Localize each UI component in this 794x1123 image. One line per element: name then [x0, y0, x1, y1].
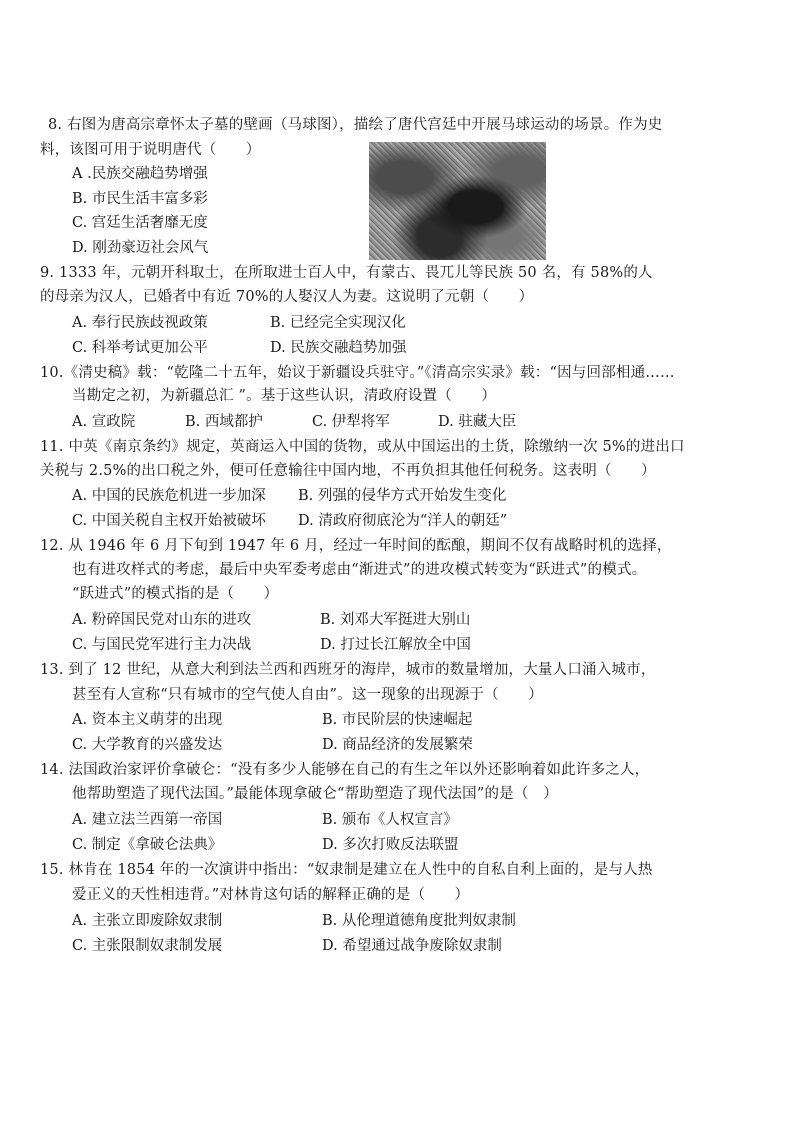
q13-option-c[interactable]: C. 大学教育的兴盛发达: [72, 737, 223, 753]
q9-option-a[interactable]: A. 奉行民族歧视政策: [72, 315, 208, 331]
q8-stem-line-2: 料，该图可用于说明唐代（ ）: [40, 142, 261, 158]
q14-option-d[interactable]: D. 多次打败反法联盟: [322, 837, 459, 853]
q8-option-d[interactable]: D. 刚劲豪迈社会风气: [72, 240, 209, 256]
q8-option-c[interactable]: C. 宫廷生活奢靡无度: [72, 215, 208, 231]
q13-option-a[interactable]: A. 资本主义萌芽的出现: [72, 712, 223, 728]
q15-stem-line-1: 15. 林肯在 1854 年的一次演讲中指出：“奴隶制是建立在人性中的自私自利上面的，是与人热: [40, 862, 653, 878]
q14-option-b[interactable]: B. 颁布《人权宣言》: [322, 812, 458, 828]
q12-option-a[interactable]: A. 粉碎国民党对山东的进攻: [72, 612, 252, 628]
q11-stem-line-1: 11. 中英《南京条约》规定，英商运入中国的货物，或从中国运出的土货，除缴纳一次 5%的进出口: [40, 439, 685, 455]
q15-option-a[interactable]: A. 主张立即废除奴隶制: [72, 913, 223, 929]
q14-option-a[interactable]: A. 建立法兰西第一帝国: [72, 812, 223, 828]
q13-stem-line-2: 甚至有人宣称“只有城市的空气使人自由”。这一现象的出现源于（ ）: [72, 687, 543, 703]
q10-option-d[interactable]: D. 驻藏大臣: [438, 414, 517, 430]
q10-option-a[interactable]: A. 宣政院: [72, 414, 136, 430]
q12-stem-line-3: “跃进式”的模式指的是（ ）: [72, 586, 279, 602]
q13-option-b[interactable]: B. 市民阶层的快速崛起: [322, 712, 473, 728]
q13-option-d[interactable]: D. 商品经济的发展繁荣: [322, 737, 473, 753]
q9-option-b[interactable]: B. 已经完全实现汉化: [270, 315, 406, 331]
q10-stem-line-2: 当勘定之初，为新疆总汇 ”。基于这些认识，清政府设置（ ）: [72, 388, 497, 404]
q10-option-b[interactable]: B. 西域都护: [185, 414, 263, 430]
q9-option-d[interactable]: D. 民族交融趋势加强: [270, 340, 407, 356]
q9-stem-line-1: 9. 1333 年，元朝开科取士，在所取进士百人中，有蒙古、畏兀儿等民族 50 名，有 58%的人: [40, 265, 653, 281]
q9-option-c[interactable]: C. 科举考试更加公平: [72, 340, 208, 356]
q8-stem-line-1: 8. 右图为唐高宗章怀太子墓的壁画（马球图），描绘了唐代宫廷中开展马球运动的场景。作为史: [48, 117, 663, 133]
q9-stem-line-2: 的母亲为汉人，已婚者中有近 70%的人娶汉人为妻。这说明了元朝（ ）: [40, 289, 534, 305]
q15-stem-line-2: 爱正义的天性相违背。”对林肯这句话的解释正确的是（ ）: [72, 887, 470, 903]
q15-option-c[interactable]: C. 主张限制奴隶制发展: [72, 938, 223, 954]
q12-option-d[interactable]: D. 打过长江解放全中国: [320, 637, 471, 653]
q12-stem-line-1: 12. 从 1946 年 6 月下旬到 1947 年 6 月，经过一年时间的酝酿，期间不仅有战略时机的选择，: [40, 538, 672, 554]
q12-option-c[interactable]: C. 与国民党军进行主力决战: [72, 637, 252, 653]
q10-stem-line-1: 10.《清史稿》载：“乾隆二十五年，始议于新疆设兵驻守。”《清高宗实录》载：“因与回部相通……: [40, 365, 675, 381]
q14-stem-line-2: 他帮助塑造了现代法国。”最能体现拿破仑“帮助塑造了现代法国”的是（ ）: [72, 786, 558, 802]
q12-option-b[interactable]: B. 刘邓大军挺进大别山: [320, 612, 471, 628]
q15-option-d[interactable]: D. 希望通过战争废除奴隶制: [322, 938, 502, 954]
q8-option-a[interactable]: A .民族交融趋势增强: [72, 166, 208, 182]
q15-option-b[interactable]: B. 从伦理道德角度批判奴隶制: [322, 913, 516, 929]
q12-stem-line-2: 也有进攻样式的考虑，最后中央军委考虑由“渐进式”的进攻模式转变为“跃进式”的模式。: [72, 562, 647, 578]
polo-mural-image: [369, 142, 546, 260]
q11-option-d[interactable]: D. 清政府彻底沦为“洋人的朝廷”: [298, 513, 508, 529]
q11-option-b[interactable]: B. 列强的侵华方式开始发生变化: [298, 488, 507, 504]
q14-option-c[interactable]: C. 制定《拿破仑法典》: [72, 837, 223, 853]
q8-option-b[interactable]: B. 市民生活丰富多彩: [72, 191, 208, 207]
q11-option-a[interactable]: A. 中国的民族危机进一步加深: [72, 488, 266, 504]
q11-stem-line-2: 关税与 2.5%的出口税之外，便可任意输往中国内地，不再负担其他任何税务。这表明（ ）: [40, 463, 656, 479]
q14-stem-line-1: 14. 法国政治家评价拿破仑：“没有多少人能够在自己的有生之年以外还影响着如此许多之人，: [40, 762, 650, 778]
q13-stem-line-1: 13. 到了 12 世纪，从意大利到法兰西和西班牙的海岸，城市的数量增加，大量人口涌入城市，: [40, 662, 656, 678]
q10-option-c[interactable]: C. 伊犁将军: [312, 414, 390, 430]
q11-option-c[interactable]: C. 中国关税自主权开始被破坏: [72, 513, 266, 529]
